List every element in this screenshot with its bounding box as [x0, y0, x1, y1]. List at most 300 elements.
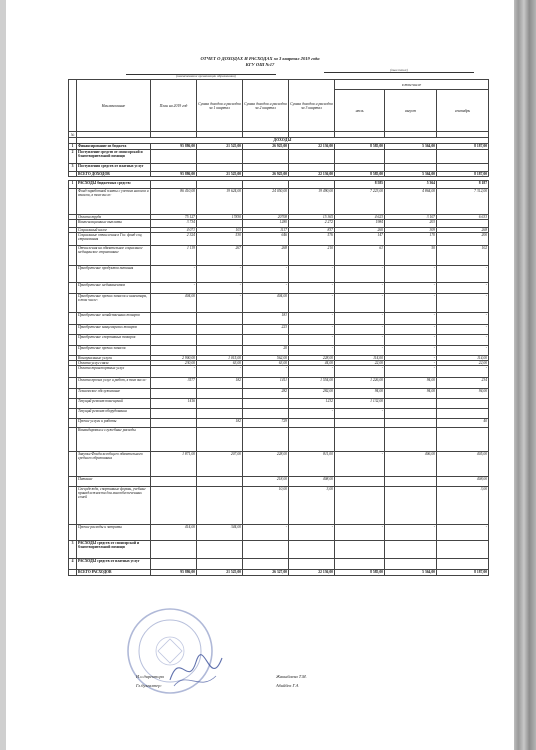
income-section-heading: ДОХОДЫ: [77, 138, 489, 144]
cell-m1: -: [335, 366, 385, 378]
cell-q3: [289, 419, 335, 428]
cell-m2: 94,00: [385, 378, 437, 389]
cell-q2: 268: [243, 246, 289, 266]
table-row: [69, 150, 489, 164]
cell-q2: [243, 164, 289, 172]
cell-q1: [197, 487, 243, 525]
cell-q3: 22 136,00: [289, 172, 335, 177]
cell-q1: [197, 181, 243, 189]
cell-m3: 94,00: [437, 389, 489, 399]
cell-m3: [437, 150, 489, 164]
table-row: [69, 283, 489, 294]
cell-plan: [151, 419, 197, 428]
cell-m1: [335, 487, 385, 525]
cell-m1: [335, 477, 385, 487]
cell-q1: [197, 477, 243, 487]
cell-m2: -: [385, 294, 437, 313]
cell-name: Оплата прочих услуг и работ, в том числе:: [77, 378, 151, 389]
cell-idx: [69, 389, 77, 399]
director-role: И.о.директора: [136, 674, 164, 679]
cell-m2: 309: [385, 228, 437, 233]
cell-q1: [197, 150, 243, 164]
cell-idx: [69, 313, 77, 325]
cell-plan: 1416: [151, 399, 197, 409]
cell-m3: 200: [437, 233, 489, 246]
cell-name: Приобретение прочих запасов и инвентаря, в том числе:: [77, 294, 151, 313]
cell-q1: 21 525,00: [197, 570, 243, 576]
cell-plan: -: [151, 283, 197, 294]
cell-m2: [385, 164, 437, 172]
cell-q1: [197, 313, 243, 325]
cell-q2: 26 327,00: [243, 570, 289, 576]
cell-m1: 7 223,00: [335, 189, 385, 215]
cell-plan: 1 119: [151, 246, 197, 266]
cell-idx: [69, 220, 77, 228]
cell-q2: 1411: [243, 378, 289, 389]
cell-plan: [151, 559, 197, 570]
col-september: сентябрь: [437, 90, 489, 132]
cell-m1: 1984: [335, 220, 385, 228]
cell-q1: [197, 164, 243, 172]
cell-m3: -: [437, 525, 489, 541]
cell-m1: 8 585,00: [335, 570, 385, 576]
cell-idx: [69, 335, 77, 346]
cell-m3: [437, 164, 489, 172]
cell-plan: [151, 335, 197, 346]
cell-plan: 414,00: [151, 525, 197, 541]
table-row: [69, 325, 489, 335]
cell-plan: 2 900,00: [151, 356, 197, 361]
cell-q2: [243, 559, 289, 570]
cell-q1: [197, 559, 243, 570]
cell-m1: [335, 150, 385, 164]
cell-q3: [289, 428, 335, 452]
cell-m2: 5 364,00: [385, 172, 437, 177]
cell-name: Приобретение канцелярских товаров: [77, 325, 151, 335]
table-row: [69, 409, 489, 419]
cell-q1: 103: [197, 228, 243, 233]
cell-name: Коммунальные услуги: [77, 356, 151, 361]
cell-q2: 562,00: [243, 356, 289, 361]
cell-q1: 21 525,00: [197, 172, 243, 177]
cell-q3: 19 490,00: [289, 189, 335, 215]
cell-m2: -: [385, 356, 437, 361]
table-row: [69, 452, 489, 477]
cell-q1: -: [197, 283, 243, 294]
cell-m1: -: [335, 313, 385, 325]
table-row: [69, 487, 489, 525]
cell-q3: [289, 541, 335, 559]
cell-idx: [69, 399, 77, 409]
cell-m1: -: [335, 346, 385, 356]
cell-m3: -: [437, 313, 489, 325]
cell-q2: 20708: [243, 215, 289, 220]
cell-q3: -: [289, 313, 335, 325]
cell-m1: -: [335, 325, 385, 335]
cell-m1: 61: [335, 246, 385, 266]
cell-q1: [197, 346, 243, 356]
cell-name: Фонд заработной платы с учетом налогов и взносов, в том числе:: [77, 189, 151, 215]
table-row: [69, 181, 489, 189]
cell-idx: [69, 266, 77, 283]
cell-q3: 22 136,00: [289, 144, 335, 150]
cell-q2: [243, 399, 289, 409]
cell-m2: 170: [385, 233, 437, 246]
cell-q1: [197, 325, 243, 335]
cell-idx: [69, 525, 77, 541]
cell-plan: [151, 164, 197, 172]
cell-q3: [289, 164, 335, 172]
table-row: [69, 477, 489, 487]
cell-m3: 102: [437, 246, 489, 266]
cell-name: ВСЕГО ДОХОДОВ: [77, 172, 151, 177]
table-row: [69, 189, 489, 215]
document-page: [6, 0, 514, 750]
cell-plan: [151, 150, 197, 164]
cell-q2: [243, 409, 289, 419]
col-month-group: в том числе: [335, 80, 489, 90]
cell-idx: [69, 233, 77, 246]
cell-m2: 203: [385, 220, 437, 228]
cell-name: Приобретение хозяйственных товаров: [77, 313, 151, 325]
cell-q2: [243, 428, 289, 452]
table-row: [69, 419, 489, 428]
cell-name: Приобретение прочих запасов: [77, 346, 151, 356]
cell-q3: -: [289, 325, 335, 335]
report-title: ОТЧЕТ О ДОХОДАХ И РАСХОДАХ за 3 квартал 2019 года: [200, 56, 320, 61]
cell-q2: 223: [243, 325, 289, 335]
cell-q2: [243, 541, 289, 559]
cell-m1: -: [335, 294, 385, 313]
cell-name: Поступления средств от платных услуг: [77, 164, 151, 172]
cell-q3: 15 365: [289, 215, 335, 220]
cell-q1: [197, 399, 243, 409]
cell-m1: 94,00: [335, 389, 385, 399]
cell-q1: 267: [197, 246, 243, 266]
cell-idx: 3: [69, 541, 77, 559]
cell-plan: [151, 325, 197, 335]
table-row: [69, 164, 489, 172]
accountant-name: Абийбек Г.А: [276, 683, 299, 688]
cell-m2: 3 107: [385, 215, 437, 220]
cell-idx: [69, 246, 77, 266]
cell-m3: 114,00: [437, 356, 489, 361]
cell-m3: 405,00: [437, 452, 489, 477]
cell-m3: -: [437, 346, 489, 356]
cell-q3: 1232: [289, 399, 335, 409]
cell-name: Компенсационные выплаты: [77, 220, 151, 228]
table-row: [69, 559, 489, 570]
cell-q1: 21 525,00: [197, 144, 243, 150]
cell-q3: -: [289, 283, 335, 294]
cell-q3: -: [289, 346, 335, 356]
cell-m1: 4 623: [335, 215, 385, 220]
table-row: [69, 525, 489, 541]
cell-m3: -: [437, 283, 489, 294]
cell-plan: -: [151, 266, 197, 283]
cell-idx: [69, 283, 77, 294]
cell-name: Оплата транспортных услуг: [77, 366, 151, 378]
cell-q2: -: [243, 283, 289, 294]
table-row: [69, 335, 489, 346]
cell-m1: 1 132,00: [335, 399, 385, 409]
cell-m2: [385, 541, 437, 559]
cell-m1: -: [335, 525, 385, 541]
cell-name: Приобретение спортивных товаров: [77, 335, 151, 346]
cell-m2: -: [385, 361, 437, 366]
cell-plan: [151, 389, 197, 399]
cell-idx: [69, 294, 77, 313]
table-row: [69, 233, 489, 246]
cell-m2: -: [385, 325, 437, 335]
cell-m2: [385, 409, 437, 419]
table-row: [69, 366, 489, 378]
cell-q3: -: [289, 366, 335, 378]
cell-q2: [243, 150, 289, 164]
cell-name: Приобретение медикаментов: [77, 283, 151, 294]
cell-m3: 8 187,00: [437, 570, 489, 576]
cell-name: Финансирование из бюджета: [77, 144, 151, 150]
organization-name: КГУ ОШ №17: [245, 62, 275, 67]
cell-q1: [197, 541, 243, 559]
cell-q2: 26 925,00: [243, 172, 289, 177]
cell-q2: 10,00: [243, 487, 289, 525]
cell-m3: [437, 559, 489, 570]
cell-q1: 182: [197, 419, 243, 428]
cell-name: Текущий ремонт оборудования: [77, 409, 151, 419]
cell-idx: [69, 366, 77, 378]
cell-plan: [151, 541, 197, 559]
cell-idx: [69, 378, 77, 389]
cell-q1: -: [197, 266, 243, 283]
cell-m1: 22,00: [335, 361, 385, 366]
cell-m2: 406,00: [385, 452, 437, 477]
cell-plan: 95 886,00: [151, 172, 197, 177]
table-row: [69, 541, 489, 559]
cell-name: Питание: [77, 477, 151, 487]
cell-m2: -: [385, 266, 437, 283]
cell-q2: 63,00: [243, 361, 289, 366]
cell-q1: [197, 220, 243, 228]
table-row: [69, 428, 489, 452]
cell-q1: [197, 335, 243, 346]
cell-q2: 228,00: [243, 452, 289, 477]
cell-m2: -: [385, 525, 437, 541]
cell-m3: 234: [437, 378, 489, 389]
cell-q1: 182: [197, 378, 243, 389]
cell-m3: 6 633: [437, 215, 489, 220]
cell-idx: [69, 419, 77, 428]
cell-m1: [335, 164, 385, 172]
table-row: [69, 294, 489, 313]
cell-m2: [385, 559, 437, 570]
cell-m1: 260: [335, 228, 385, 233]
cell-q1: 344,00: [197, 525, 243, 541]
cell-plan: 2 324: [151, 233, 197, 246]
cell-q2: -: [243, 525, 289, 541]
cell-m2: [385, 477, 437, 487]
cell-plan: [151, 487, 197, 525]
cell-q1: 1 015,00: [197, 356, 243, 361]
cell-q3: 576: [289, 233, 335, 246]
cell-name: Оплата труда: [77, 215, 151, 220]
cell-q3: 408,00: [289, 477, 335, 487]
cell-m1: 147: [335, 233, 385, 246]
cell-m3: -: [437, 325, 489, 335]
cell-q1: 19 624,00: [197, 189, 243, 215]
cell-q3: -: [289, 294, 335, 313]
cell-q3: -: [289, 409, 335, 419]
income-rows: [69, 144, 489, 177]
cell-q1: -: [197, 294, 243, 313]
cell-m3: [437, 541, 489, 559]
cell-m2: [385, 419, 437, 428]
cell-q1: [197, 389, 243, 399]
cell-q2: 646: [243, 233, 289, 246]
col-august: август: [385, 90, 437, 132]
cell-m1: [335, 559, 385, 570]
col-q1: Сумма доходов и расходов за 1 квартал: [197, 80, 243, 132]
cell-name: Закупки Фонда всеобщего обязательного среднего образования: [77, 452, 151, 477]
table-row: [69, 346, 489, 356]
cell-q1: [197, 428, 243, 452]
col-name: Наименование: [77, 80, 151, 132]
cell-m1: 1 226,00: [335, 378, 385, 389]
cell-q3: 22 136,00: [289, 570, 335, 576]
cell-m3: 3,00: [437, 487, 489, 525]
table-row: [69, 378, 489, 389]
cell-plan: [151, 181, 197, 189]
cell-m3: 8 187,00: [437, 144, 489, 150]
cell-m1: -: [335, 266, 385, 283]
table-row: [69, 313, 489, 325]
table-row: [69, 570, 489, 576]
cell-q1: [197, 409, 243, 419]
cell-q1: 207,00: [197, 452, 243, 477]
cell-name: Текущий ремонт помещений: [77, 399, 151, 409]
cell-q1: 17830: [197, 215, 243, 220]
cell-m2: -: [385, 335, 437, 346]
cell-plan: 230,00: [151, 361, 197, 366]
signature-scribble: [166, 640, 226, 695]
cell-name: Командировки и служебные расходы: [77, 428, 151, 452]
cell-m1: [335, 428, 385, 452]
director-name: Жакыбаева Т.М.: [276, 674, 307, 679]
cell-m1: 8 585,00: [335, 172, 385, 177]
cell-m2: 5 364,00: [385, 570, 437, 576]
cell-name: Поступление средств от спонсорской и благотворительной помощи: [77, 150, 151, 164]
cell-q3: 282,00: [289, 389, 335, 399]
cell-q2: [243, 181, 289, 189]
cell-m2: 94,00: [385, 389, 437, 399]
table-row: [69, 246, 489, 266]
cell-q2: 24 050,00: [243, 189, 289, 215]
cell-q2: 1280: [243, 220, 289, 228]
cell-q3: -: [289, 525, 335, 541]
cell-m3: -: [437, 266, 489, 283]
cell-plan: 95 886,00: [151, 570, 197, 576]
cell-m1: [335, 541, 385, 559]
index-label: №: [69, 132, 77, 138]
cell-q3: -: [289, 266, 335, 283]
cell-m3: -: [437, 294, 489, 313]
cell-name: Прочие расходы и затраты: [77, 525, 151, 541]
col-plan: План на 2019 год: [151, 80, 197, 132]
cell-m2: 50: [385, 246, 437, 266]
cell-q3: -: [289, 335, 335, 346]
cell-m3: [437, 399, 489, 409]
cell-q1: 63,00: [197, 361, 243, 366]
cell-m3: 40: [437, 419, 489, 428]
cell-q2: 729: [243, 419, 289, 428]
cell-m3: 8 187: [437, 181, 489, 189]
cell-plan: [151, 409, 197, 419]
cell-m3: -: [437, 366, 489, 378]
cell-name: Социальные отчисления в Гос. фонд соц. страхования: [77, 233, 151, 246]
cell-name: РАСХОДЫ средств от платных услуг: [77, 559, 151, 570]
cell-q3: [289, 181, 335, 189]
cell-m1: -: [335, 283, 385, 294]
cell-plan: 86 410,00: [151, 189, 197, 215]
cell-idx: [69, 428, 77, 452]
cell-q2: 1117: [243, 228, 289, 233]
cell-idx: [69, 477, 77, 487]
cell-m2: -: [385, 283, 437, 294]
cell-m1: -: [335, 452, 385, 477]
cell-m1: -: [335, 409, 385, 419]
cell-plan: 4 071: [151, 228, 197, 233]
cell-plan: 1 871,00: [151, 452, 197, 477]
unit-caption: (тыс.тенге): [324, 68, 474, 73]
cell-plan: 75 127: [151, 215, 197, 220]
cell-q3: [289, 559, 335, 570]
cell-q3: 3,00: [289, 487, 335, 525]
cell-m2: [385, 150, 437, 164]
cell-plan: [151, 346, 197, 356]
page-edge-shadow: [514, 0, 536, 750]
cell-plan: 95 886,00: [151, 144, 197, 150]
cell-plan: 3577: [151, 378, 197, 389]
cell-m2: 4 864,00: [385, 189, 437, 215]
cell-m2: 5 364,00: [385, 144, 437, 150]
cell-q2: 218,00: [243, 477, 289, 487]
cell-q3: 2 272: [289, 220, 335, 228]
cell-q2: 181: [243, 313, 289, 325]
table-row: [69, 220, 489, 228]
cell-m3: -: [437, 335, 489, 346]
cell-m3: [437, 428, 489, 452]
cell-idx: [69, 409, 77, 419]
expense-rows: [69, 181, 489, 576]
cell-m1: 8 585,00: [335, 144, 385, 150]
cell-m1: 114,00: [335, 356, 385, 361]
cell-m3: 8 187,00: [437, 172, 489, 177]
col-q3: Сумма доходов и расходов за 3 квартал: [289, 80, 335, 132]
cell-q2: 20: [243, 346, 289, 356]
col-index: [69, 80, 77, 132]
cell-m2: -: [385, 346, 437, 356]
cell-m2: [385, 428, 437, 452]
accountant-role: Гл.бухгалтер:: [136, 683, 162, 688]
cell-idx: 4: [69, 559, 77, 570]
cell-idx: [69, 452, 77, 477]
cell-idx: [69, 570, 77, 576]
cell-q3: 210: [289, 246, 335, 266]
cell-m3: 22,00: [437, 361, 489, 366]
income-expense-table: [68, 79, 489, 576]
cell-m3: 268: [437, 228, 489, 233]
cell-m3: 7 312,00: [437, 189, 489, 215]
